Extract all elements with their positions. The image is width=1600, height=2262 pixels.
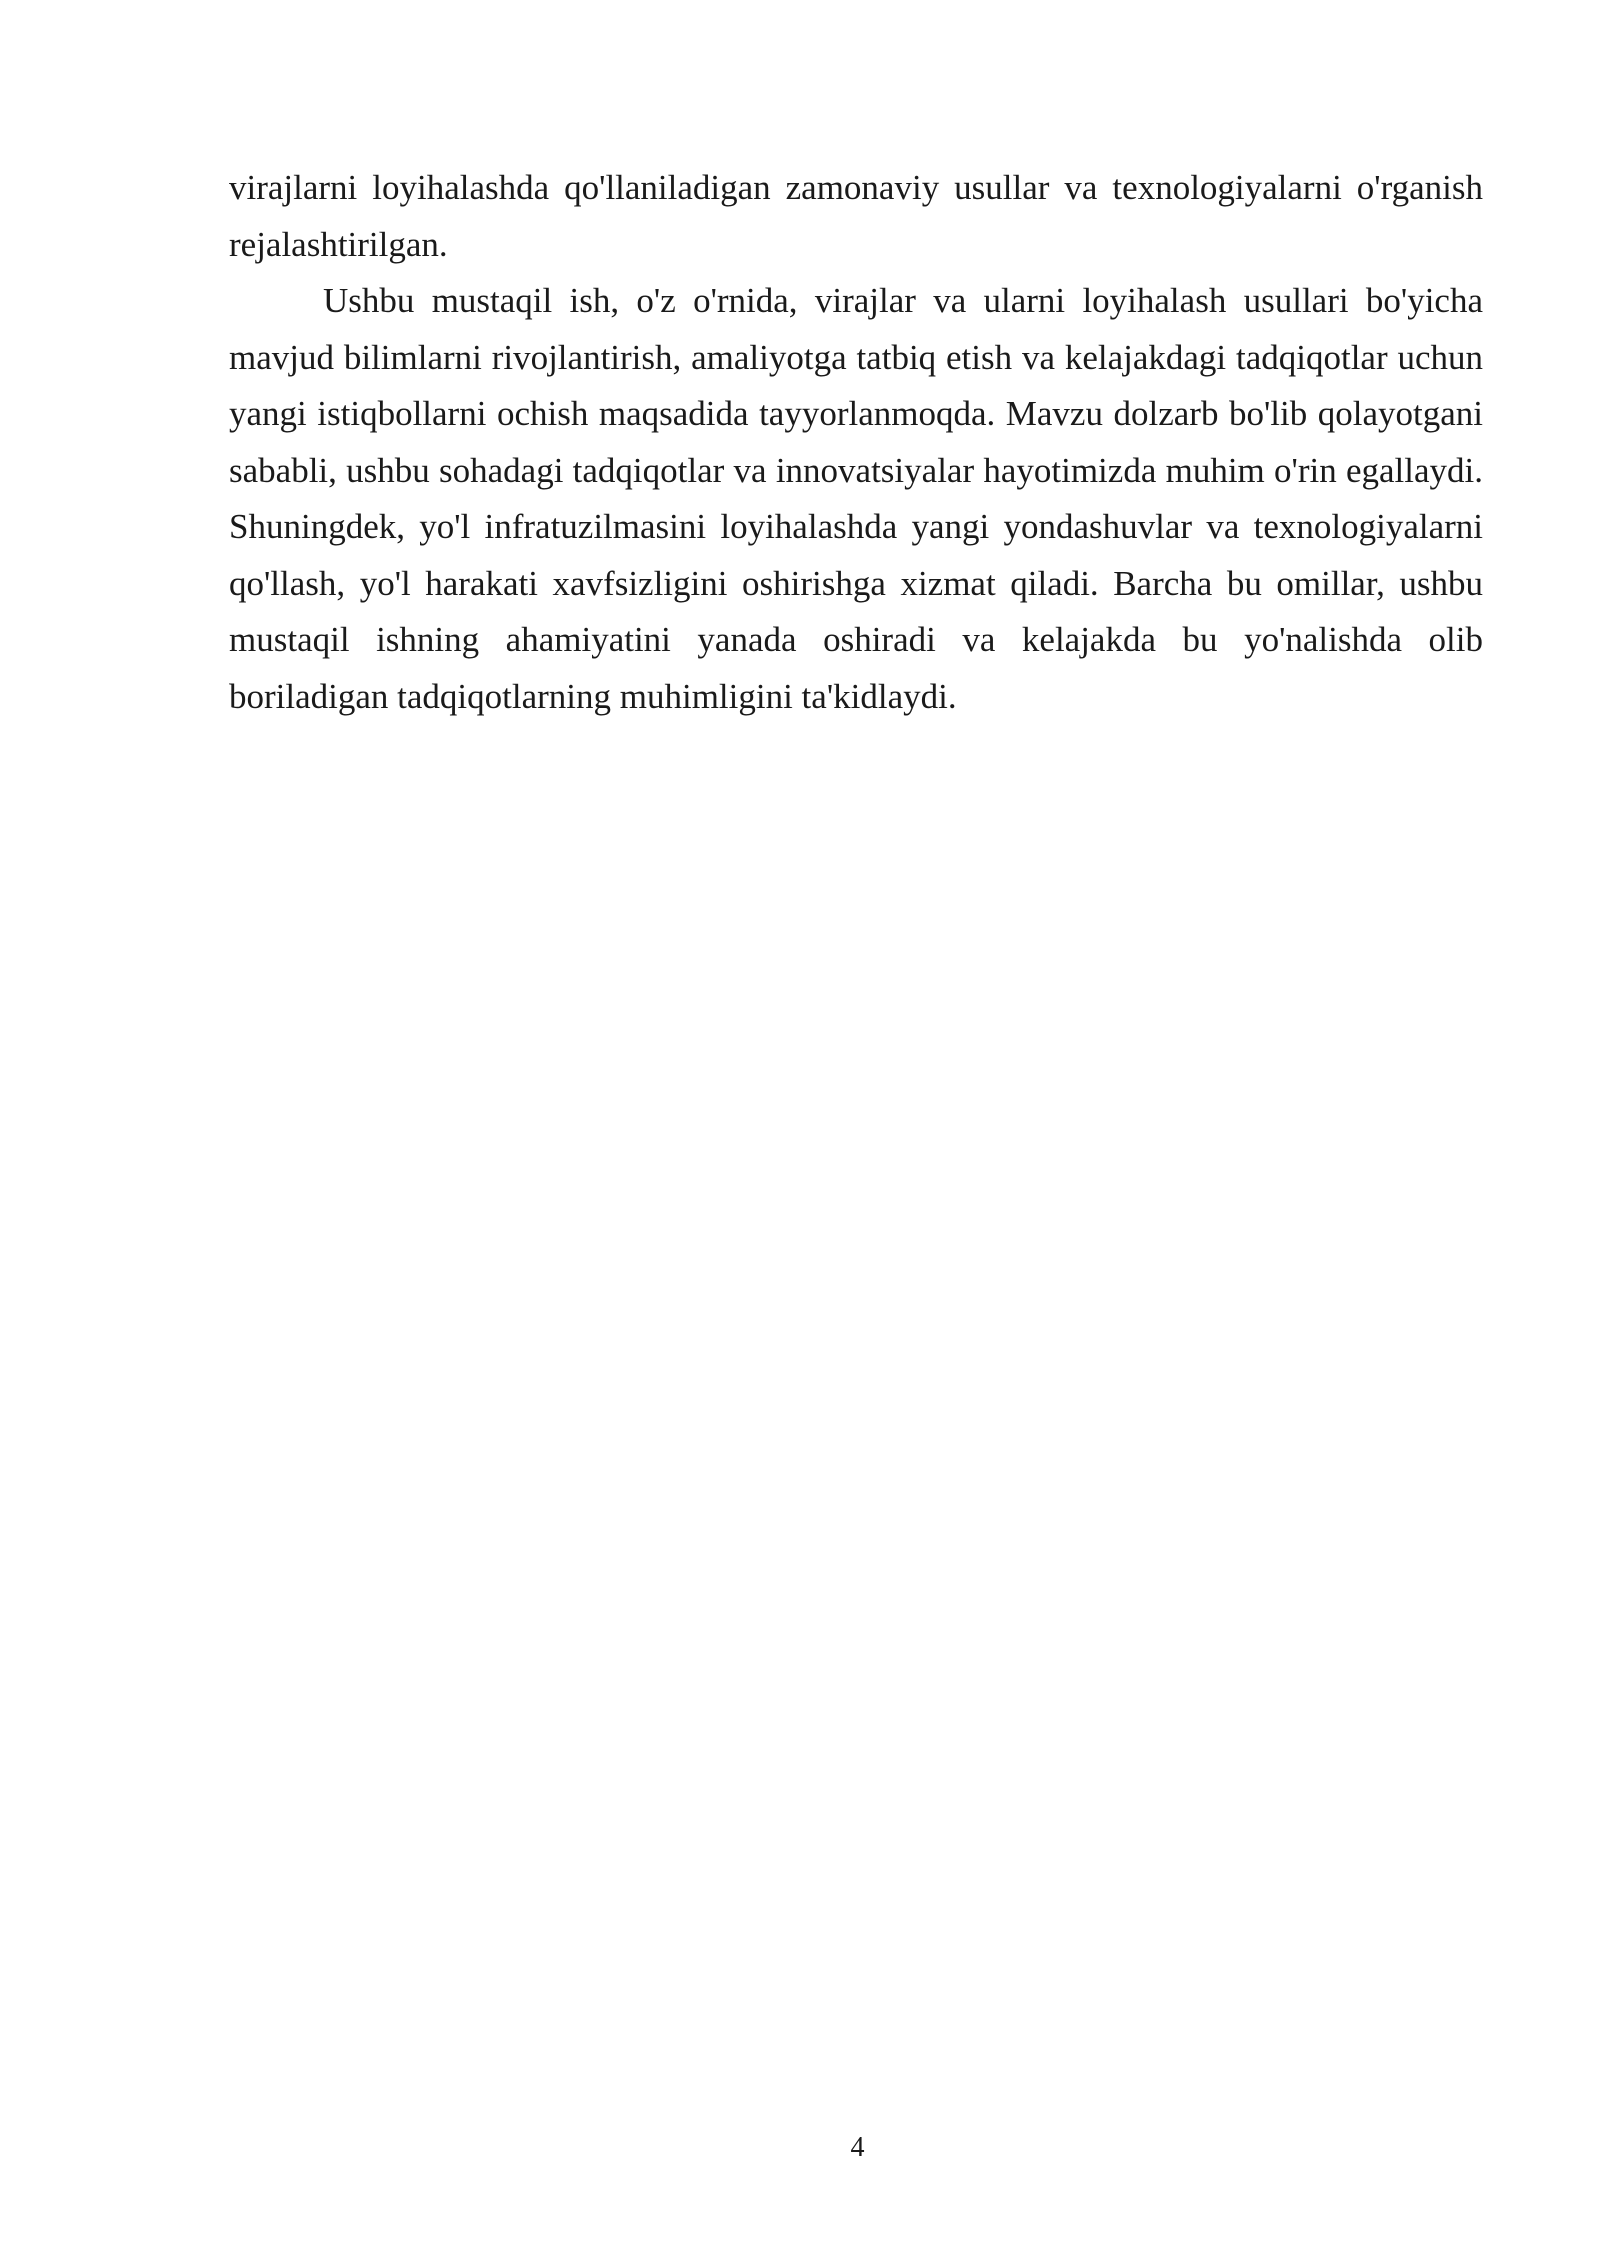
body-text	[229, 160, 1483, 725]
page-number: 4	[850, 2132, 865, 2163]
paragraph-continuation: virajlarni loyihalashda qo'llaniladigan zamonaviy usullar va texnologiyalarni o'rganish rejalashtirilgan.	[229, 168, 1483, 264]
paragraph-main: Ushbu mustaqil ish, o'z o'rnida, virajlar va ularni loyihalash usullari bo'yicha mavjud bilimlarni rivojlantirish, amaliyotga tatbiq etish va kelajakdagi tadqiqotlar uchun yangi istiqbollarni ochish maqsadida tayyorlanmoqda. Mavzu dolzarb bo'lib qolayotgani sababli, ushbu sohadagi tadqiqotlar va innovatsiyalar hayotimizda muhim o'rin egallaydi. Shuningdek, yo'l infratuzilmasini loyihalashda yangi yondashuvlar va texnologiyalarni qo'llash, yo'l harakati xavfsizligini oshirishga xizmat qiladi. Barcha bu omillar, ushbu mustaqil ishning ahamiyatini yanada oshiradi va kelajakda bu yo'nalishda olib boriladigan tadqiqotlarning muhimligini ta'kidlaydi.	[229, 281, 1483, 716]
